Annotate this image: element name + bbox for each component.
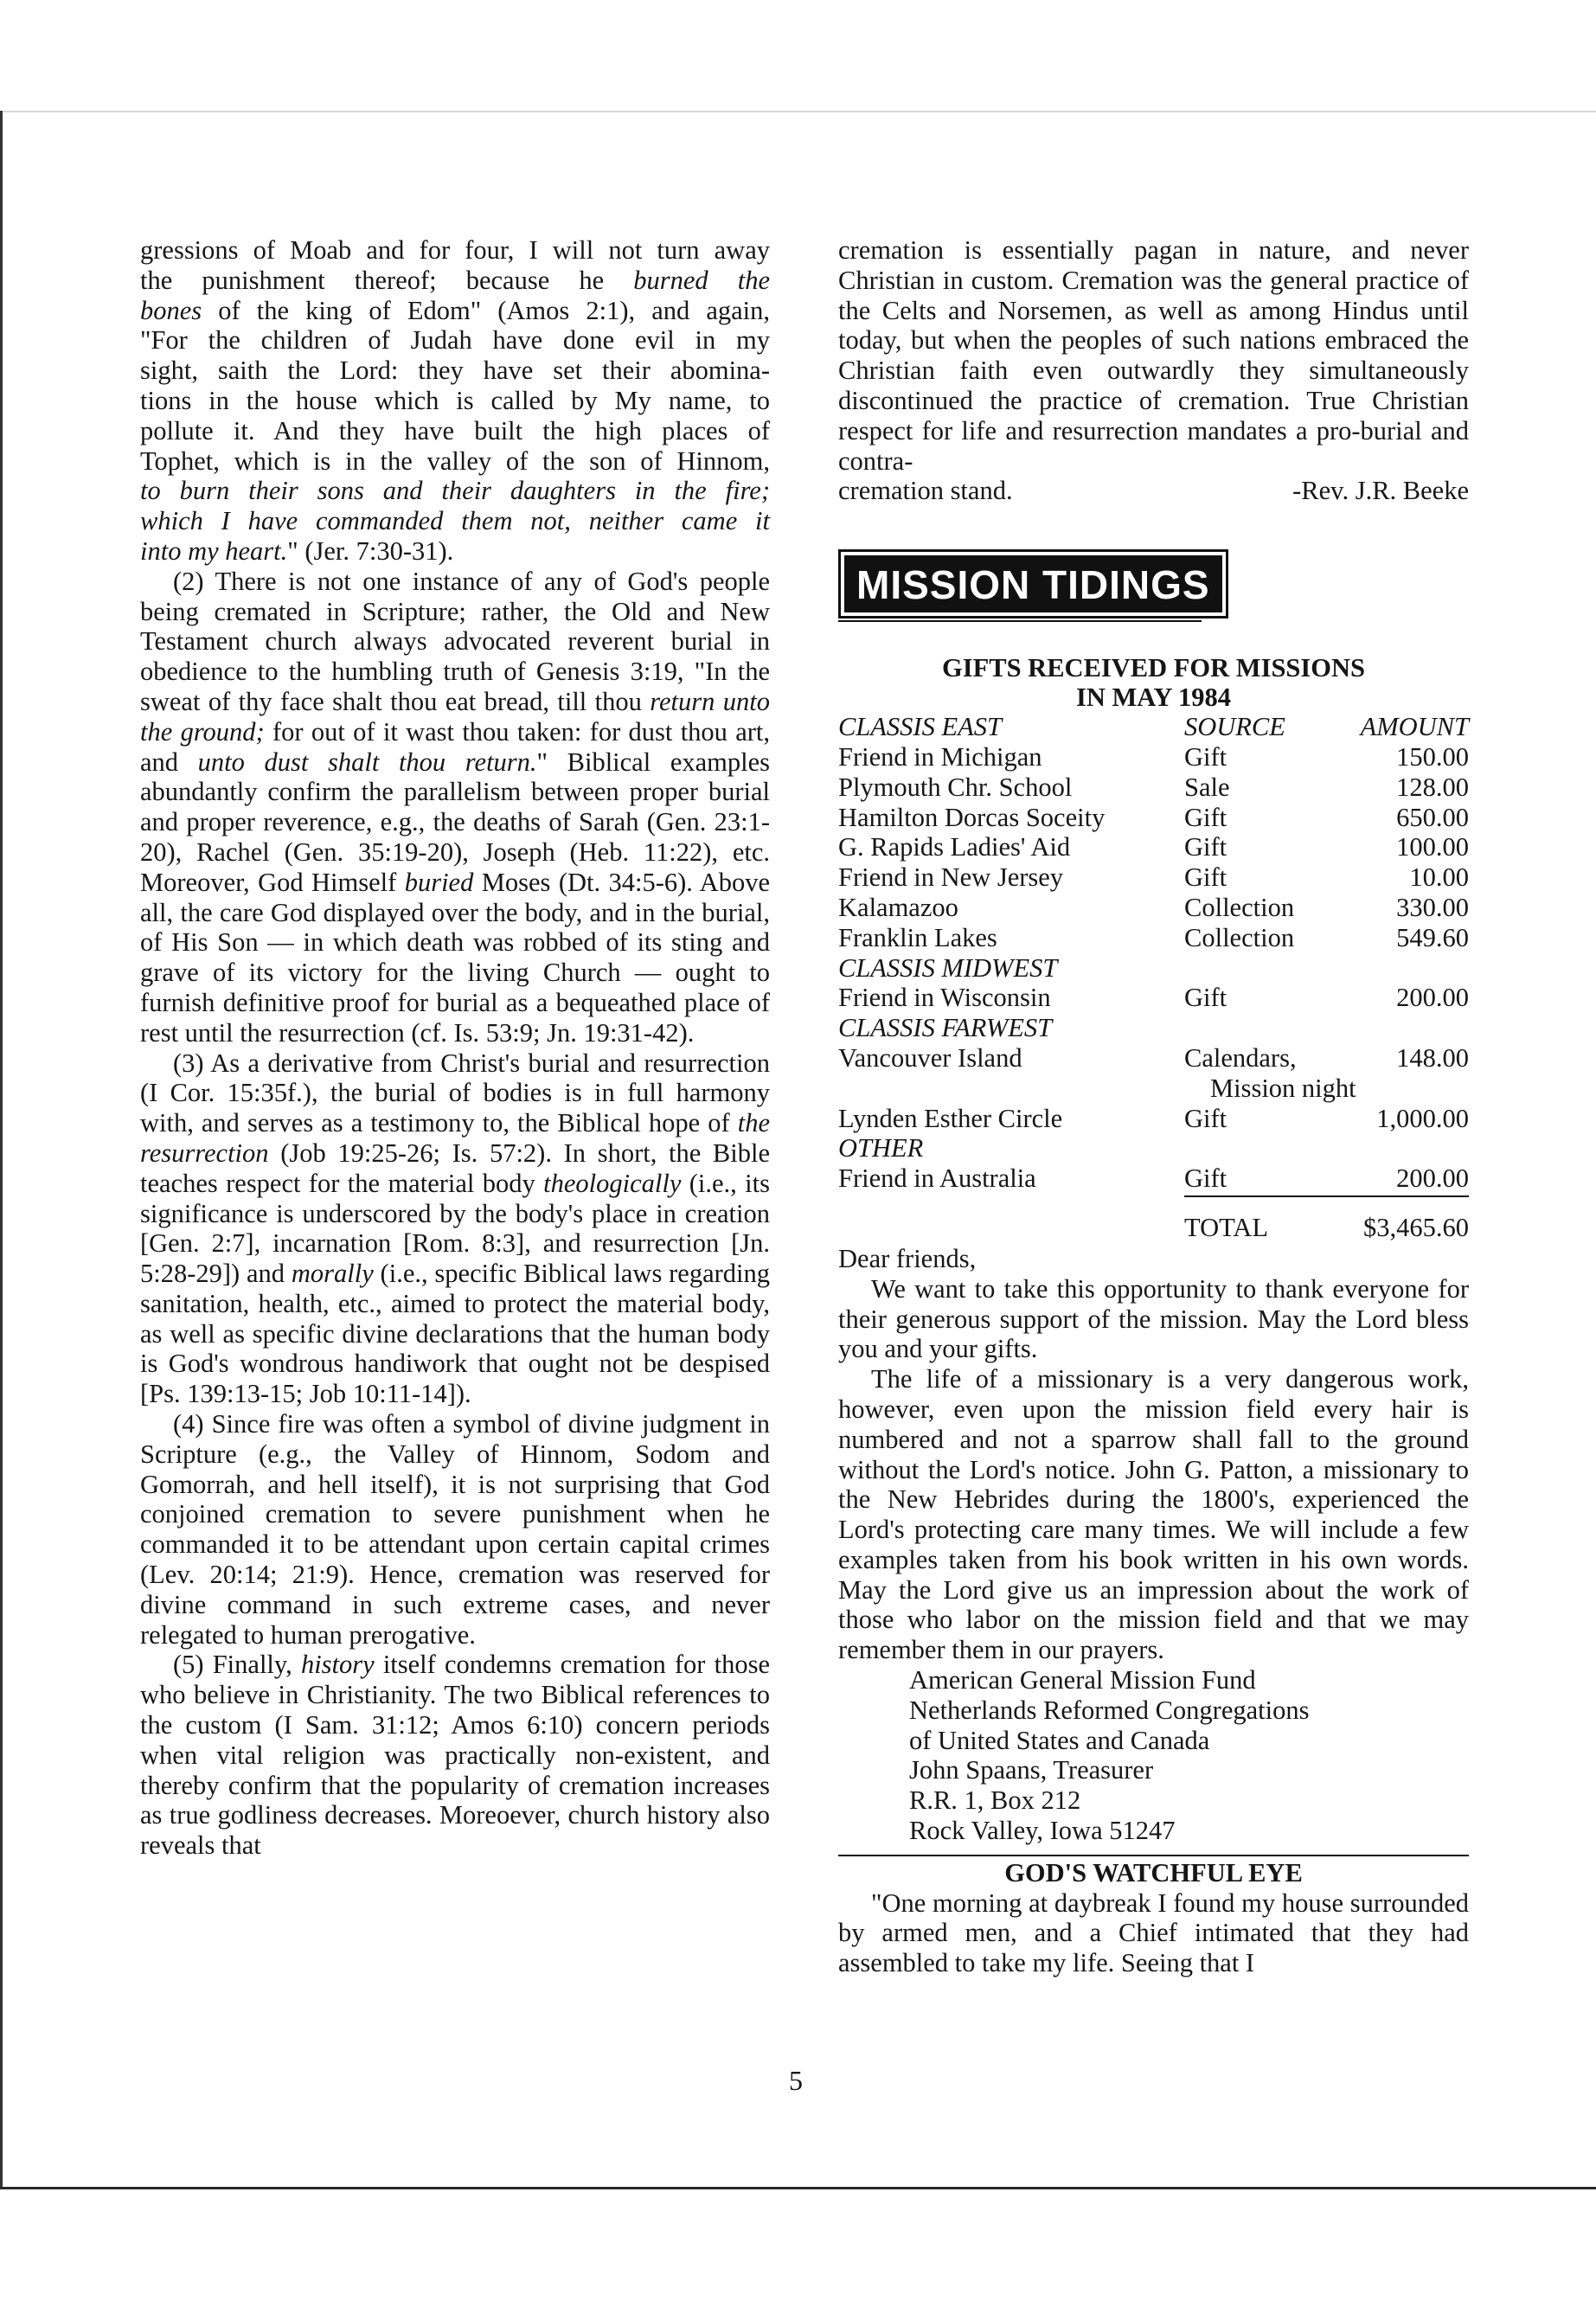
paragraph-point-5: (5) Finally, history itself condemns cremation for those who believe in Christianity. The two Biblical references to the custom (I Sam. 31:12; Amos 6:10) concern periods when vital religion was practically non-existent, and thereby confirm that the popularity of cremation increases as true godliness decreases. Moreoever, church history also reveals that [140, 1650, 770, 1861]
donor-name: Friend in New Jersey [838, 862, 1064, 893]
address-line: R.R. 1, Box 212 [909, 1785, 1081, 1816]
classis-farwest-header [838, 1013, 1469, 1043]
section-label: OTHER [838, 1133, 924, 1163]
text-line: tions in the house which is called by My name, to [140, 385, 770, 415]
mailing-address [909, 1665, 1469, 1846]
gift-amount: 10.00 [1409, 862, 1469, 893]
watchful-eye-paragraph: "One morning at daybreak I found my house surrounded by armed men, and a Chief intimated that they had assembled to take my life. Seeing that I [838, 1888, 1469, 1978]
gift-source: Gift [1184, 983, 1227, 1013]
other-header [838, 1133, 1469, 1163]
letter-paragraph-2: The life of a missionary is a very dangerous work, however, even upon the mission field every hair is numbered and not a sparrow shall fall to the ground without the Lord's notice. John G. Patton, a missionary to the New Hebrides during the 1800's, experienced the Lord's protecting care many times. We will include a few examples taken from his book written in his own words. May the Lord give us an impression about the work of those who labor on the mission field and that we may remember them in our prayers. [838, 1364, 1469, 1665]
right-column [838, 235, 1469, 1978]
text-line: bones of the king of Edom" (Amos 2:1), and again, [140, 295, 770, 325]
midwest-rows [838, 983, 1469, 1013]
text-line: into my heart." (Jer. 7:30-31). [140, 535, 454, 566]
text-line: sight, saith the Lord: they have set their abomina- [140, 356, 770, 386]
gift-amount: 148.00 [1396, 1042, 1469, 1073]
source-header: SOURCE [1184, 712, 1285, 742]
author-signature: -Rev. J.R. Beeke [1292, 476, 1469, 506]
paragraph-point-2: (2) There is not one instance of any of God's people being cremated in Scripture; rather, the Old and New Testament church always advocated reverent burial in obedience to the humbling truth of Genesis 3:19, "In the sweat of thy face shalt thou eat bread, till thou return unto the ground; for out of it wast thou taken: for dust thou art, and unto dust shalt thou return." Biblical examples abundantly confirm the parallelism between proper burial and proper reverence, e.g., the deaths of Sarah (Gen. 23:1-20), Rachel (Gen. 35:19-20), Joseph (Heb. 11:22), etc. Moreover, God Himself buried Moses (Dt. 34:5-6). Above all, the care God displayed over the body, and in the burial, of His Son — in which death was robbed of its sting and grave of its victory for the living Church — ought to furnish definitive proof for burial as a bequeathed place of rest until the resurrection (cf. Is. 53:9; Jn. 19:31-42). [140, 566, 771, 1048]
donor-name: Friend in Michigan [838, 741, 1042, 772]
table-row [838, 983, 1469, 1013]
table-row [838, 742, 1469, 772]
gifts-subtitle: IN MAY 1984 [1075, 683, 1232, 713]
amount-header: AMOUNT [1360, 712, 1469, 742]
total-row [838, 1213, 1469, 1244]
section-label: CLASSIS FARWEST [838, 1013, 1053, 1043]
text-line: which I have commanded them not, neither came it [140, 506, 770, 536]
gift-source: Gift [1184, 1163, 1227, 1194]
banner-title: MISSION TIDINGS [844, 555, 1222, 612]
total-rule [1184, 1195, 1469, 1197]
text-line: "For the children of Judah have done evil in my [140, 325, 770, 356]
gift-source: Gift [1184, 832, 1227, 862]
paragraph-point-3: (3) As a derivative from Christ's burial and resurrection (I Cor. 15:35f.), the burial of bodies is in full harmony with, and serves as a testimony to, the Biblical hope of the resurrection (Job 19:25-26; Is. 57:2). In short, the Bible teaches respect for the material body theologically (i.e., its significance is underscored by the body's place in creation [Gen. 2:7], incarnation [Rom. 8:3], and resurrection [Jn. 5:28-29]) and morally (i.e., specific Biblical laws regarding sanitation, health, etc., aimed to protect the material body, as well as specific divine declarations that the human body is God's wondrous handiwork that ought not be despised [Ps. 139:13-15; Job 10:11-14]). [140, 1048, 771, 1409]
gift-amount: 1,000.00 [1376, 1103, 1469, 1133]
table-row-continuation [838, 1074, 1469, 1104]
farwest-rows [838, 1043, 1469, 1074]
donor-name: Vancouver Island [838, 1042, 1022, 1073]
text-line: the punishment thereof; because he burned the [140, 265, 771, 295]
donor-name: Plymouth Chr. School [838, 772, 1073, 802]
gift-source: Collection [1184, 892, 1295, 922]
gift-source: Gift [1184, 1103, 1227, 1133]
gift-amount: 150.00 [1396, 741, 1469, 772]
table-row [838, 1104, 1469, 1134]
scan-edge-top [0, 111, 1596, 112]
table-row [838, 772, 1469, 803]
gift-amount: 200.00 [1396, 1163, 1469, 1194]
letter-greeting: Dear friends, [838, 1243, 977, 1273]
table-header-row [838, 712, 1469, 742]
gift-source: Calendars, [1184, 1042, 1297, 1073]
gift-amount: 100.00 [1396, 832, 1469, 862]
table-row [838, 862, 1469, 893]
donor-name: Lynden Esther Circle [838, 1103, 1063, 1133]
gift-amount: 549.60 [1396, 922, 1469, 952]
gift-amount: 330.00 [1396, 892, 1469, 922]
table-row [838, 1163, 1469, 1194]
donor-name: Friend in Australia [838, 1163, 1036, 1194]
total-amount: $3,465.60 [1363, 1212, 1469, 1242]
address-line: of United States and Canada [909, 1725, 1210, 1755]
table-row [838, 1043, 1469, 1074]
table-row [838, 923, 1469, 953]
donor-name: Franklin Lakes [838, 922, 997, 952]
gift-source: Gift [1184, 741, 1227, 772]
east-rows [838, 742, 1469, 953]
total-label: TOTAL [1184, 1212, 1268, 1242]
banner-rule [838, 620, 1202, 622]
gifts-title: GIFTS RECEIVED FOR MISSIONS [942, 653, 1365, 683]
mission-tidings-banner [838, 549, 1469, 622]
signature-line [838, 476, 1469, 506]
left-column [140, 235, 770, 1861]
gift-amount: 200.00 [1396, 983, 1469, 1013]
donor-name: Hamilton Dorcas Soceity [838, 802, 1106, 832]
watchful-eye-title: GOD'S WATCHFUL EYE [1004, 1857, 1303, 1888]
table-row [838, 832, 1469, 862]
cremation-last-line: cremation stand. [838, 476, 1013, 506]
address-line: American General Mission Fund [909, 1665, 1256, 1695]
table-row [838, 893, 1469, 923]
donor-name: G. Rapids Ladies' Aid [838, 832, 1071, 862]
gift-source: Gift [1184, 862, 1227, 893]
gift-source: Sale [1184, 772, 1230, 802]
section-label: CLASSIS MIDWEST [838, 952, 1058, 983]
classis-east-header: CLASSIS EAST [838, 712, 1002, 742]
farwest-rows-2 [838, 1104, 1469, 1134]
page-number: 5 [789, 2065, 803, 2096]
address-line: Rock Valley, Iowa 51247 [909, 1816, 1176, 1846]
donor-name: Friend in Wisconsin [838, 983, 1051, 1013]
classis-midwest-header [838, 953, 1469, 984]
text-line: gressions of Moab and for four, I will not turn away [140, 235, 770, 265]
text-line: to burn their sons and their daughters in the fire; [140, 476, 770, 506]
table-row [838, 803, 1469, 833]
gifts-table [838, 712, 1469, 1244]
donor-name: Kalamazoo [838, 892, 958, 922]
text-line: Tophet, which is in the valley of the son of Hinnom, [140, 445, 770, 476]
paragraph-amos-jeremiah [140, 235, 770, 567]
gift-source: Gift [1184, 802, 1227, 832]
address-line: Netherlands Reformed Congregations [909, 1695, 1310, 1725]
gift-source: Collection [1184, 922, 1295, 952]
other-rows [838, 1163, 1469, 1194]
paragraph-cremation-conclusion: cremation is essentially pagan in nature, and never Christian in custom. Cremation was the general practice of the Celts and Norsemen, as well as among Hindus until today, but when the peoples of such nations embraced the Christian faith even outwardly they simultaneously discontinued the practice of cremation. True Christian respect for life and resurrection mandates a pro-burial and contra- [838, 235, 1469, 476]
address-line: John Spaans, Treasurer [909, 1755, 1154, 1785]
source-continuation: Mission night [1210, 1073, 1356, 1103]
paragraph-point-4: (4) Since fire was often a symbol of divine judgment in Scripture (e.g., the Valley of Hinnom, Sodom and Gomorrah, and hell itself), it is not surprising that God conjoined cremation to severe punishment when he commanded it to be attendant upon certain capital crimes (Lev. 20:14; 21:9). Hence, cremation was reserved for divine command in such extreme cases, and never relegated to human prerogative. [140, 1409, 770, 1650]
text-line: pollute it. And they have built the high places of [140, 415, 770, 445]
letter-paragraph-1: We want to take this opportunity to thank everyone for their generous support of the mission. May the Lord bless you and your gifts. [838, 1273, 1469, 1364]
gift-amount: 128.00 [1396, 772, 1469, 802]
section-divider [838, 1855, 1469, 1856]
scan-edge-bottom [0, 2187, 1596, 2189]
banner-frame [838, 549, 1228, 619]
gift-amount: 650.00 [1396, 802, 1469, 832]
scan-edge-left [0, 111, 3, 2187]
